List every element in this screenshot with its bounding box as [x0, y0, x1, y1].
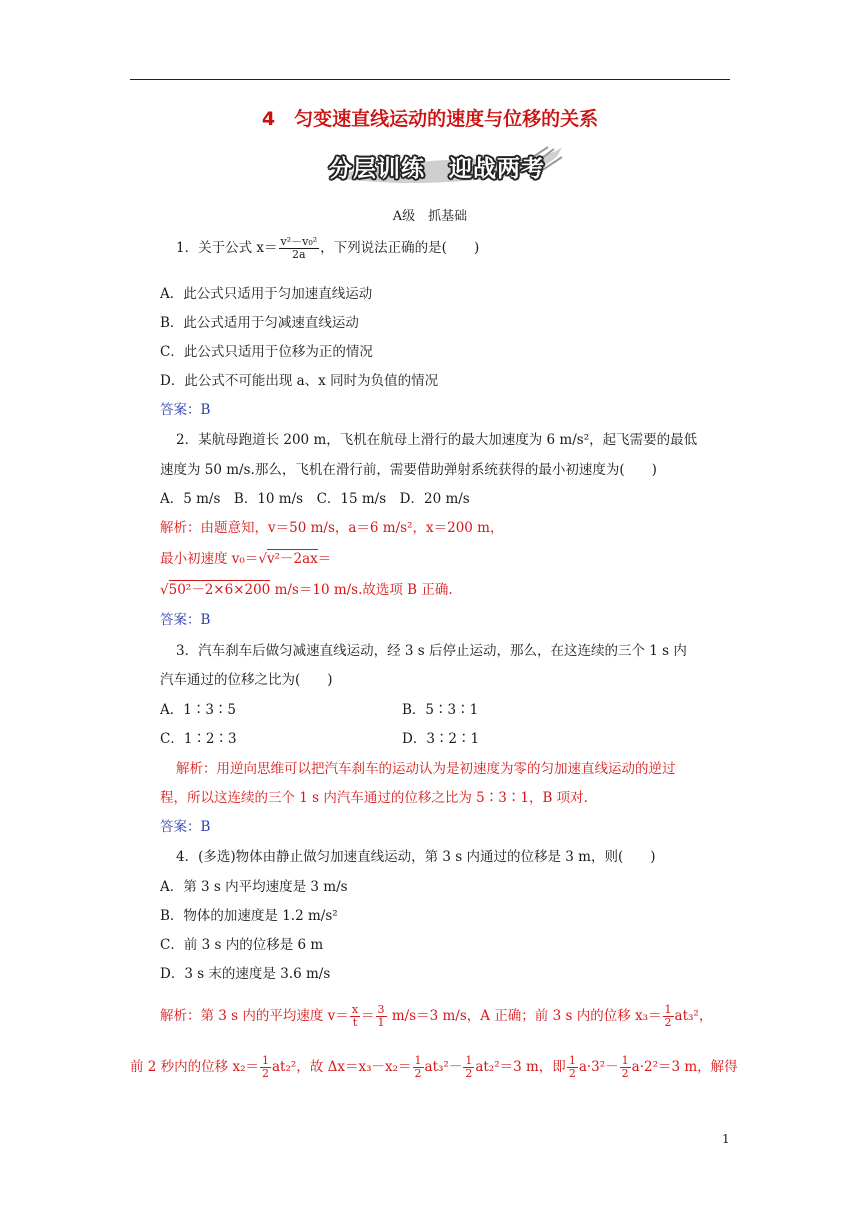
q3-explanation-line2: 程，所以这连续的三个 1 s 内汽车通过的位移之比为 5∶3∶1，B 项对.	[160, 790, 588, 806]
q2-explanation-line1: 解析：由题意知，v＝50 m/s，a＝6 m/s²，x＝200 m，	[160, 520, 504, 536]
q2-explanation-line3: √50²－2×6×200 m/s＝10 m/s.故选项 B 正确.	[160, 582, 453, 598]
q3-option-d: D．3∶2∶1	[402, 731, 480, 747]
q3-stem-line2: 汽车通过的位移之比为( )	[160, 672, 333, 688]
q2-answer: 答案：B	[160, 612, 211, 628]
q2-stem-line2: 速度为 50 m/s.那么，飞机在滑行前，需要借助弹射系统获得的最小初速度为( )	[160, 462, 657, 478]
section-banner	[322, 143, 566, 189]
q1-option-d: D．此公式不可能出现 a、x 同时为负值的情况	[160, 373, 439, 389]
q1-formula-fraction: $\frac{\text{v²－v₀²}}{2a}$	[280, 235, 318, 261]
q3-explanation-line1: 解析：用逆向思维可以把汽车刹车的运动认为是初速度为零的匀加速直线运动的逆过	[176, 761, 676, 777]
q3-option-b: B．5∶3∶1	[402, 702, 479, 718]
q4-stem: 4．(多选)物体由静止做匀加速直线运动，第 3 s 内通过的位移是 3 m，则( )	[176, 849, 656, 865]
q4-explanation-line1: 解析：第 3 s 内的平均速度 v＝ $\frac{x}{t}$ ＝ $\frac{3}{1}$ m/s＝3 m/s，A 正确；前 3 s 内的位移 x₃＝ $\frac{1}{2}$ at₃²，	[160, 1003, 713, 1029]
q1-option-c: C．此公式只适用于位移为正的情况	[160, 344, 373, 360]
q1-answer: 答案：B	[160, 402, 211, 418]
q4-option-c: C．前 3 s 内的位移是 6 m	[160, 937, 324, 953]
q3-option-c: C．1∶2∶3	[160, 731, 237, 747]
q1-option-b: B．此公式适用于匀减速直线运动	[160, 315, 359, 331]
q4-option-a: A．第 3 s 内平均速度是 3 m/s	[160, 879, 348, 895]
level-heading: A级 抓基础	[392, 209, 468, 224]
page-title: 4 匀变速直线运动的速度与位移的关系	[261, 108, 599, 130]
q2-explanation-line2: 最小初速度 v₀＝√v²－2ax＝	[160, 551, 332, 567]
page-number: 1	[722, 1132, 730, 1146]
q3-option-a: A．1∶3∶5	[160, 702, 237, 718]
q1-option-a: A．此公式只适用于匀加速直线运动	[160, 286, 373, 302]
q3-stem-line1: 3．汽车刹车后做匀减速直线运动，经 3 s 后停止运动，那么，在这连续的三个 1 s 内	[176, 643, 687, 659]
q1-stem: 1．关于公式 x＝ $\frac{\text{v²－v₀²}}{2a}$ ，下列说法正确的是( )	[176, 235, 480, 261]
q4-option-d: D．3 s 末的速度是 3.6 m/s	[160, 966, 331, 982]
q4-explanation-line2: 前 2 秒内的位移 x₂＝ $\frac{1}{2}$ at₂²，故 Δx＝x₃－x₂＝ $\frac{1}{2}$ at₃²－ $\frac{1}{2}$ at₂²＝3 m，即 $\frac{1}{2}$ a·3²－ $\frac{1}{2}$ a·2²＝3 m，解得	[130, 1054, 738, 1080]
q2-options: A．5 m/s B．10 m/s C．15 m/s D．20 m/s	[160, 491, 470, 507]
q4-option-b: B．物体的加速度是 1.2 m/s²	[160, 908, 338, 924]
q2-stem-line1: 2．某航母跑道长 200 m，飞机在航母上滑行的最大加速度为 6 m/s²，起飞需要的最低	[176, 432, 698, 448]
banner-text: 分层训练 迎战两考	[329, 156, 545, 182]
header-rule	[130, 79, 730, 80]
q3-answer: 答案：B	[160, 819, 211, 835]
